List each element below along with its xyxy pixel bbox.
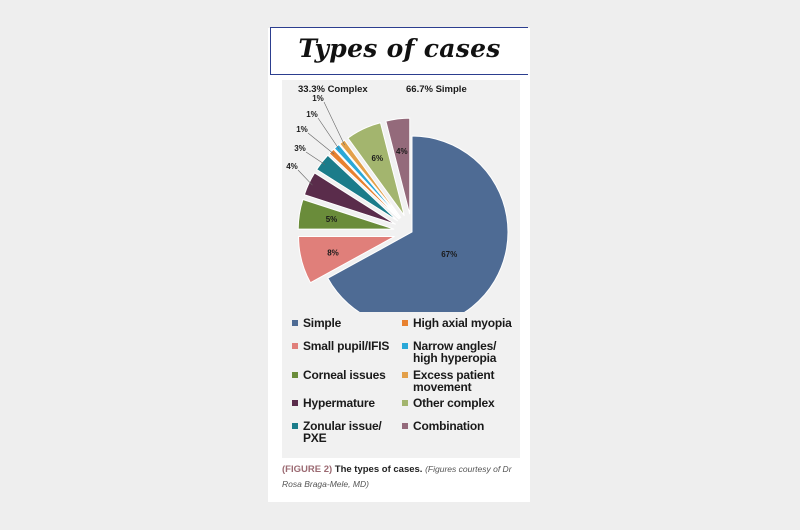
caption-text: The types of cases. <box>334 464 423 475</box>
legend-swatch-4 <box>292 400 298 406</box>
leader-line-5 <box>306 152 325 165</box>
pie-label-2: 8% <box>327 248 339 258</box>
pie-label-6: 1% <box>296 125 308 134</box>
legend-label-6: High axial myopia <box>413 316 512 330</box>
pie-label-4: 4% <box>286 162 298 171</box>
legend-swatch-10 <box>402 423 408 429</box>
title-box <box>270 27 528 75</box>
pie-label-7: 1% <box>306 110 318 119</box>
legend-label-9: Other complex <box>413 396 495 410</box>
annotation-complex: 33.3% Complex <box>298 84 368 95</box>
legend-swatch-6 <box>402 320 408 326</box>
leader-line-7 <box>318 118 339 149</box>
legend-label-2: Small pupil/IFIS <box>303 339 390 353</box>
legend-label-3: Corneal issues <box>303 368 386 382</box>
legend-swatch-1 <box>292 320 298 326</box>
chart-title: Types of cases <box>298 34 501 63</box>
legend-label-8: Excess patient movement <box>413 368 495 394</box>
legend-label-5: Zonular issue/ PXE <box>303 419 382 445</box>
legend-label-4: Hypermature <box>303 396 375 410</box>
leader-line-8 <box>324 102 345 145</box>
pie-label-1: 67% <box>441 250 458 259</box>
legend-swatch-2 <box>292 343 298 349</box>
pie-label-5: 3% <box>294 144 306 153</box>
pie-label-8: 1% <box>312 94 324 103</box>
pie-label-10: 4% <box>396 147 408 157</box>
legend <box>282 312 520 458</box>
legend-swatch-7 <box>402 343 408 349</box>
legend-swatch-9 <box>402 400 408 406</box>
pie-label-9: 6% <box>371 154 384 164</box>
legend-swatch-8 <box>402 372 408 378</box>
legend-label-10: Combination <box>413 419 485 433</box>
legend-swatch-3 <box>292 372 298 378</box>
figure-caption <box>282 462 522 492</box>
caption-figure-number: (FIGURE 2) <box>282 464 333 475</box>
legend-label-7: Narrow angles/ high hyperopia <box>413 339 497 365</box>
leader-line-4 <box>298 170 312 185</box>
pie-chart <box>282 80 520 312</box>
legend-label-1: Simple <box>303 316 342 330</box>
annotation-simple: 66.7% Simple <box>406 84 467 95</box>
legend-swatch-5 <box>292 423 298 429</box>
caption-credit: (Figures courtesy of Dr Rosa Braga-Mele, MD) <box>282 464 512 489</box>
pie-label-3: 5% <box>325 215 338 225</box>
